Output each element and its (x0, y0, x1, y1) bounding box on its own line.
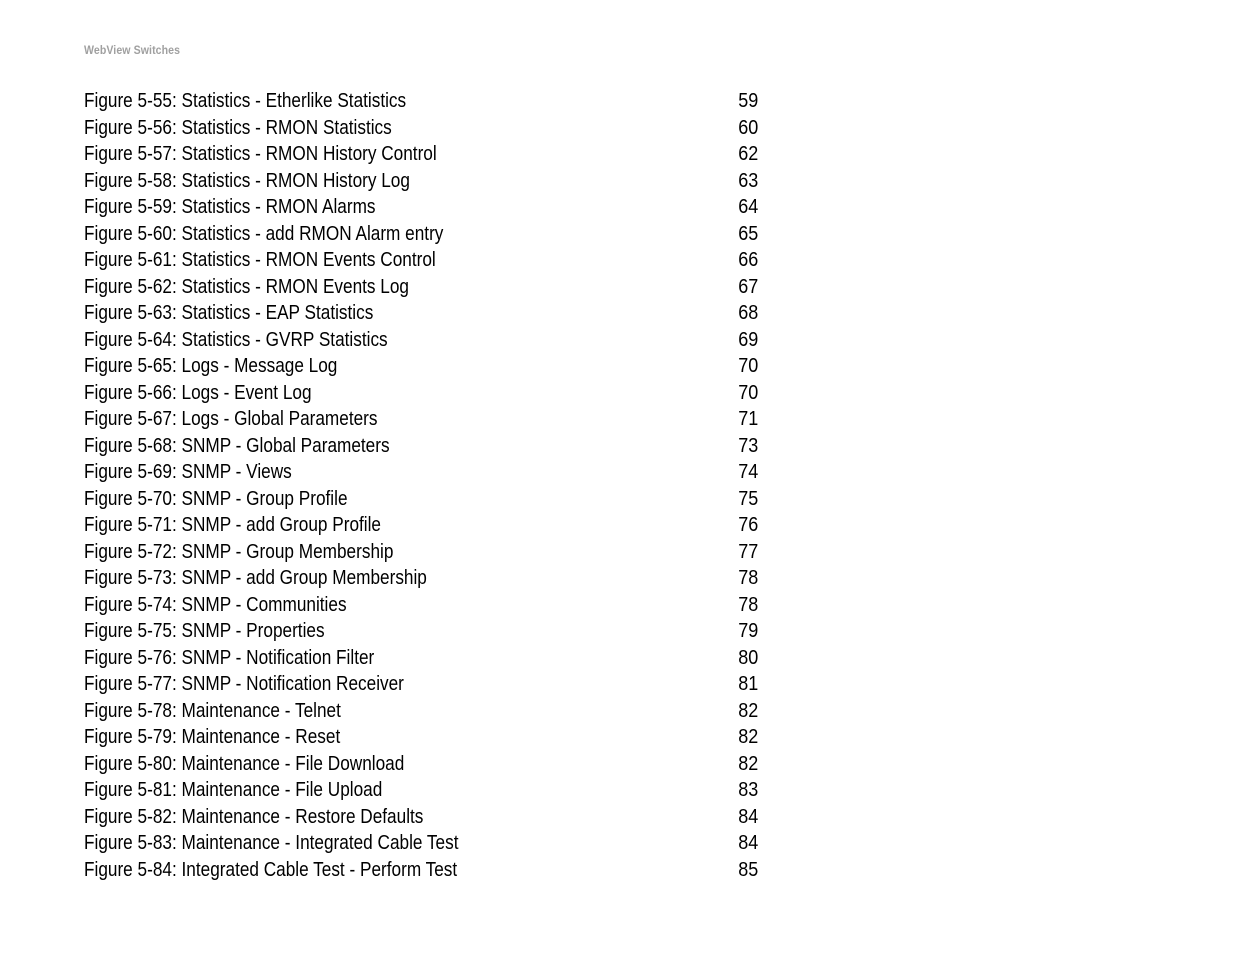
toc-entry-title: Figure 5-71: SNMP - add Group Profile (84, 514, 381, 536)
toc-entry[interactable] (84, 300, 764, 327)
toc-entry[interactable] (84, 512, 764, 539)
toc-entry[interactable] (84, 115, 764, 142)
toc-entry-title: Figure 5-68: SNMP - Global Parameters (84, 434, 390, 457)
toc-entry[interactable] (84, 751, 764, 778)
toc-entry-title: Figure 5-67: Logs - Global Parameters (84, 408, 378, 430)
toc-entry-page-number: 78 (737, 593, 758, 616)
toc-entry-title: Figure 5-65: Logs - Message Log (84, 355, 338, 377)
toc-entry-page-number: 69 (737, 328, 758, 351)
toc-entry[interactable] (84, 327, 764, 354)
toc-entry[interactable] (84, 698, 764, 725)
toc-entry-title: Figure 5-72: SNMP - Group Membership (84, 540, 394, 563)
toc-entry-title: Figure 5-70: SNMP - Group Profile (84, 487, 348, 510)
toc-entry[interactable] (84, 724, 764, 751)
toc-entry-title: Figure 5-73: SNMP - add Group Membership (84, 567, 427, 589)
toc-entry-title: Figure 5-83: Maintenance - Integrated Cable Test (84, 832, 459, 854)
toc-entry-page-number: 80 (737, 646, 758, 669)
toc-entry[interactable] (84, 247, 764, 274)
toc-entry-title: Figure 5-77: SNMP - Notification Receiver (84, 673, 404, 695)
toc-entry-page-number: 84 (737, 832, 758, 854)
toc-entry[interactable] (84, 459, 764, 486)
toc-entry-page-number: 85 (737, 858, 758, 881)
toc-entry-page-number: 82 (737, 699, 758, 722)
toc-entry-title: Figure 5-79: Maintenance - Reset (84, 726, 341, 748)
toc-entry-title: Figure 5-55: Statistics - Etherlike Statistics (84, 90, 407, 112)
toc-entry-title: Figure 5-60: Statistics - add RMON Alarm entry (84, 222, 444, 245)
toc-entry-page-number: 78 (737, 567, 758, 589)
toc-entry-page-number: 75 (737, 487, 758, 510)
running-header: WebView Switches (84, 43, 181, 57)
toc-entry-title: Figure 5-75: SNMP - Properties (84, 620, 325, 642)
toc-entry-page-number: 70 (737, 381, 758, 404)
toc-entry-page-number: 82 (737, 752, 758, 775)
toc-entry[interactable] (84, 830, 764, 857)
toc-entry-page-number: 77 (737, 540, 758, 563)
toc-entry-title: Figure 5-63: Statistics - EAP Statistics (84, 302, 374, 324)
toc-entry-page-number: 60 (737, 116, 758, 139)
toc-entry[interactable] (84, 592, 764, 619)
toc-entry-title: Figure 5-82: Maintenance - Restore Defaults (84, 805, 424, 828)
toc-entry-title: Figure 5-64: Statistics - GVRP Statistics (84, 328, 388, 351)
toc-entry[interactable] (84, 353, 764, 380)
toc-entry[interactable] (84, 141, 764, 168)
toc-entry-page-number: 84 (737, 805, 758, 828)
toc-entry-title: Figure 5-84: Integrated Cable Test - Perform Test (84, 858, 458, 881)
toc-entry-page-number: 59 (737, 90, 758, 112)
toc-entry[interactable] (84, 168, 764, 195)
toc-entry-page-number: 79 (737, 620, 758, 642)
toc-entry[interactable] (84, 618, 764, 645)
toc-entry-title: Figure 5-59: Statistics - RMON Alarms (84, 196, 376, 218)
toc-entry[interactable] (84, 380, 764, 407)
toc-entry-title: Figure 5-81: Maintenance - File Upload (84, 779, 383, 801)
list-of-figures (84, 88, 764, 883)
toc-entry-page-number: 62 (737, 143, 758, 165)
toc-entry-title: Figure 5-76: SNMP - Notification Filter (84, 646, 375, 669)
toc-entry[interactable] (84, 433, 764, 460)
toc-entry-title: Figure 5-66: Logs - Event Log (84, 381, 312, 404)
toc-entry-page-number: 68 (737, 302, 758, 324)
toc-entry-page-number: 64 (737, 196, 758, 218)
toc-entry-title: Figure 5-57: Statistics - RMON History Control (84, 143, 437, 165)
toc-entry[interactable] (84, 857, 764, 884)
toc-entry-page-number: 71 (737, 408, 758, 430)
toc-entry-page-number: 74 (737, 461, 758, 483)
toc-entry-page-number: 81 (737, 673, 758, 695)
toc-entry-page-number: 67 (737, 275, 758, 298)
toc-entry[interactable] (84, 486, 764, 513)
toc-entry-page-number: 65 (737, 222, 758, 245)
toc-entry-page-number: 70 (737, 355, 758, 377)
toc-entry-title: Figure 5-74: SNMP - Communities (84, 593, 347, 616)
toc-entry-title: Figure 5-78: Maintenance - Telnet (84, 699, 341, 722)
toc-entry-title: Figure 5-61: Statistics - RMON Events Control (84, 249, 436, 271)
toc-entry[interactable] (84, 88, 764, 115)
toc-entry-title: Figure 5-58: Statistics - RMON History Log (84, 169, 410, 192)
toc-entry-title: Figure 5-62: Statistics - RMON Events Log (84, 275, 410, 298)
toc-entry[interactable] (84, 645, 764, 672)
toc-entry[interactable] (84, 539, 764, 566)
toc-entry[interactable] (84, 565, 764, 592)
toc-entry-page-number: 73 (737, 434, 758, 457)
toc-entry-title: Figure 5-56: Statistics - RMON Statistics (84, 116, 392, 139)
toc-entry-title: Figure 5-80: Maintenance - File Download (84, 752, 405, 775)
toc-entry-page-number: 63 (737, 169, 758, 192)
toc-entry[interactable] (84, 804, 764, 831)
toc-entry-title: Figure 5-69: SNMP - Views (84, 461, 292, 483)
toc-entry[interactable] (84, 194, 764, 221)
toc-entry[interactable] (84, 221, 764, 248)
toc-entry[interactable] (84, 671, 764, 698)
toc-entry-page-number: 83 (737, 779, 758, 801)
toc-entry[interactable] (84, 406, 764, 433)
toc-entry-page-number: 66 (737, 249, 758, 271)
toc-entry-page-number: 76 (737, 514, 758, 536)
toc-entry[interactable] (84, 777, 764, 804)
toc-entry-page-number: 82 (737, 726, 758, 748)
toc-entry[interactable] (84, 274, 764, 301)
